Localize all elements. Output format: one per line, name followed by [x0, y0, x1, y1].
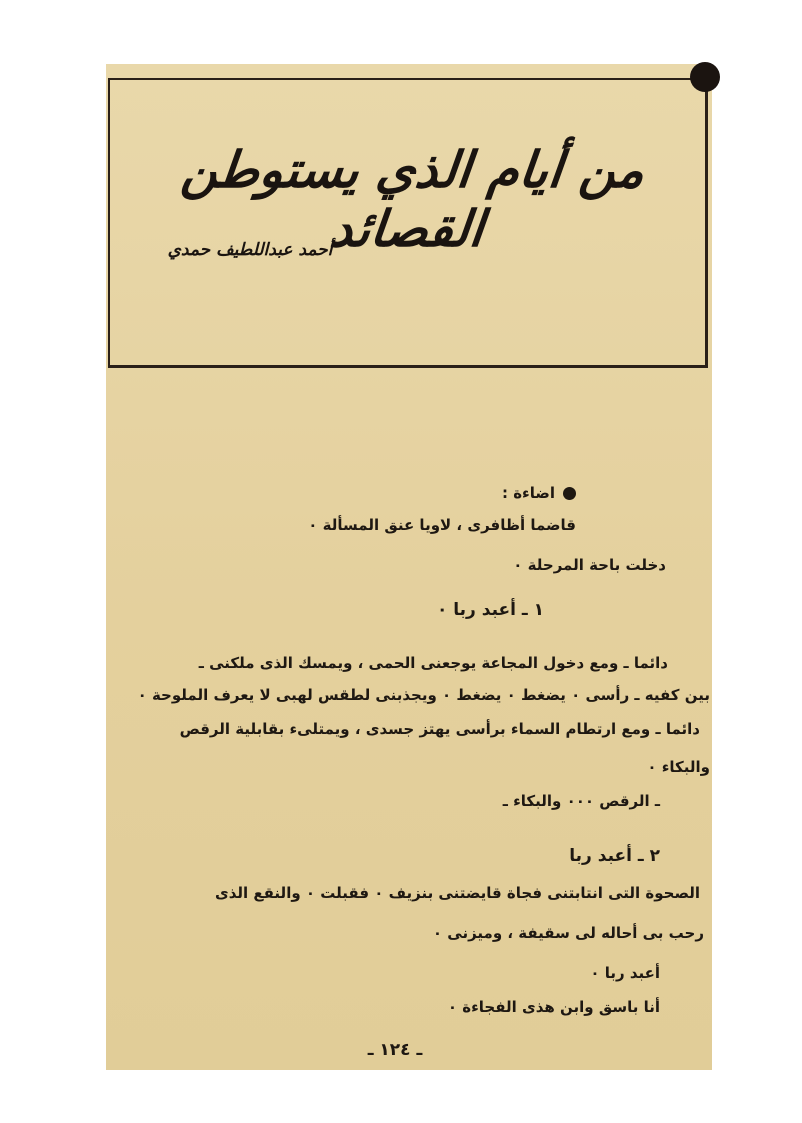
poem-line: دخلت باحة المرحلة ٠: [513, 556, 666, 574]
author-signature: أحمد عبداللطيف حمدي: [167, 240, 333, 260]
poem-line: رحب بى أحاله لى سقيفة ، وميزنى ٠: [432, 924, 704, 942]
section-label-row: [98, 484, 576, 502]
document-title: من أيام الذي يستوطن القصائد: [178, 140, 648, 258]
poem-line: بين كفيه ـ رأسى ٠ يضغط ٠ يضغط ٠ ويجذبنى لطقس لهبى لا يعرف الملوحة ٠: [137, 686, 710, 704]
poem-line: دائما ـ ومع دخول المجاعة يوجعنى الحمى ، ويمسك الذى ملكنى ـ: [198, 654, 668, 672]
page-number: ـ ١٢٤ ـ: [367, 1040, 423, 1060]
poem-heading: ٢ ـ أعبد ربا: [569, 846, 660, 866]
poem-line: أنا باسق وابن هذى الفجاءة ٠: [447, 998, 660, 1016]
poem-line: دائما ـ ومع ارتطام السماء برأسى يهتز جسدى ، ويمتلىء بقابلية الرقص: [179, 720, 700, 738]
bullet-icon: [563, 487, 576, 500]
corner-dot: [690, 62, 720, 92]
poem-heading: ١ ـ أعبد ربا ٠: [436, 600, 544, 620]
poem-line: والبكاء ٠: [647, 758, 710, 776]
poem-line: قاضما أظافرى ، لاويا عنق المسألة ٠: [308, 516, 576, 534]
poem-line: ـ الرقص ٠٠٠ والبكاء ـ: [502, 792, 660, 810]
poem-line: الصحوة التى انتابتنى فجاة قايضتنى بنزيف ٠ فقبلت ٠ والنقع الذى: [214, 884, 700, 902]
section-label: اضاءة :: [501, 484, 555, 502]
poem-line: أعبد ربا ٠: [590, 964, 660, 982]
